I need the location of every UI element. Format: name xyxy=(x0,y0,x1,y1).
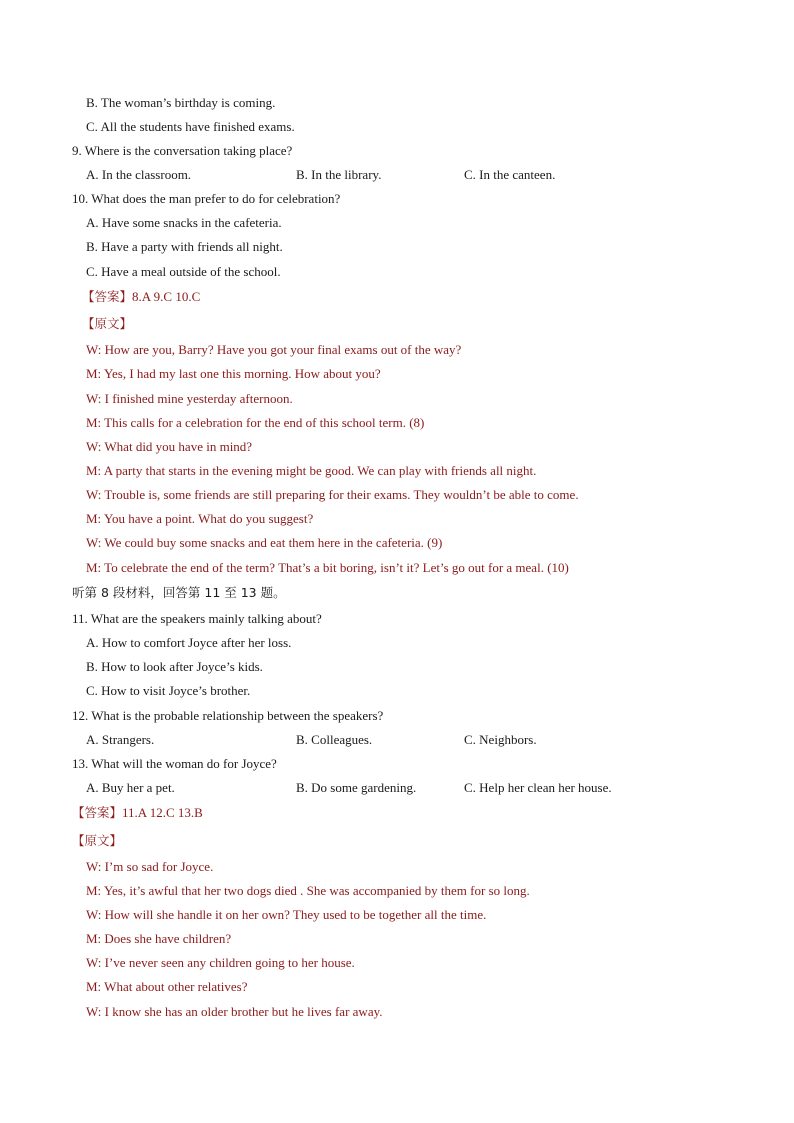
transcript-line: M: Yes, it’s awful that her two dogs died . She was accompanied by them for so long. xyxy=(86,883,530,898)
q12-option-c: C. Neighbors. xyxy=(464,732,537,747)
transcript-label: 【原文】 xyxy=(82,316,133,331)
transcript-line: W: I’m so sad for Joyce. xyxy=(86,859,214,874)
answer-label: 【答案】 xyxy=(82,289,133,304)
transcript-line: W: I finished mine yesterday afternoon. xyxy=(86,391,293,406)
q13-option-b: B. Do some gardening. xyxy=(296,780,417,795)
transcript-line: M: To celebrate the end of the term? That’s a bit boring, isn’t it? Let’s go out for a meal. (10) xyxy=(86,560,569,575)
q13-option-a: A. Buy her a pet. xyxy=(86,780,175,795)
transcript-label: 【原文】 xyxy=(72,833,123,848)
transcript-line: M: What about other relatives? xyxy=(86,979,248,994)
transcript-line: W: How are you, Barry? Have you got your final exams out of the way? xyxy=(86,342,462,357)
answer-block-2 xyxy=(72,805,203,821)
question-12: 12. What is the probable relationship between the speakers? xyxy=(72,708,384,723)
answer-text: 11.A 12.C 13.B xyxy=(122,805,203,820)
q9-option-b: B. In the library. xyxy=(296,167,382,182)
transcript-line: M: Yes, I had my last one this morning. How about you? xyxy=(86,366,381,381)
transcript-line: M: A party that starts in the evening might be good. We can play with friends all night. xyxy=(86,463,537,478)
answer-text: 8.A 9.C 10.C xyxy=(132,289,201,304)
answer-block-1 xyxy=(82,289,200,305)
q10-option-b: B. Have a party with friends all night. xyxy=(86,239,283,254)
prev-option-b: B. The woman’s birthday is coming. xyxy=(86,95,276,110)
question-13: 13. What will the woman do for Joyce? xyxy=(72,756,277,771)
q10-option-a: A. Have some snacks in the cafeteria. xyxy=(86,215,282,230)
q12-option-b: B. Colleagues. xyxy=(296,732,373,747)
transcript-line: W: What did you have in mind? xyxy=(86,439,253,454)
transcript-line: W: I know she has an older brother but he lives far away. xyxy=(86,1004,383,1019)
q11-option-b: B. How to look after Joyce’s kids. xyxy=(86,659,263,674)
q11-option-c: C. How to visit Joyce’s brother. xyxy=(86,683,251,698)
question-11: 11. What are the speakers mainly talking about? xyxy=(72,611,322,626)
q12-option-a: A. Strangers. xyxy=(86,732,155,747)
transcript-line: W: How will she handle it on her own? They used to be together all the time. xyxy=(86,907,487,922)
transcript-line: M: This calls for a celebration for the end of this school term. (8) xyxy=(86,415,425,430)
prev-option-c: C. All the students have finished exams. xyxy=(86,119,295,134)
transcript-line: W: Trouble is, some friends are still preparing for their exams. They wouldn’t be able to come. xyxy=(86,487,579,502)
transcript-line: M: Does she have children? xyxy=(86,931,232,946)
transcript-line: W: We could buy some snacks and eat them here in the cafeteria. (9) xyxy=(86,535,443,550)
transcript-line: M: You have a point. What do you suggest? xyxy=(86,511,314,526)
question-9: 9. Where is the conversation taking place? xyxy=(72,143,293,158)
transcript-line: W: I’ve never seen any children going to her house. xyxy=(86,955,355,970)
q10-option-c: C. Have a meal outside of the school. xyxy=(86,264,281,279)
section-instruction: 听第 8 段材料，回答第 11 至 13 题。 xyxy=(72,585,286,600)
q11-option-a: A. How to comfort Joyce after her loss. xyxy=(86,635,292,650)
answer-label: 【答案】 xyxy=(72,805,123,820)
question-10: 10. What does the man prefer to do for celebration? xyxy=(72,191,341,206)
q9-option-c: C. In the canteen. xyxy=(464,167,556,182)
q9-option-a: A. In the classroom. xyxy=(86,167,192,182)
q13-option-c: C. Help her clean her house. xyxy=(464,780,612,795)
